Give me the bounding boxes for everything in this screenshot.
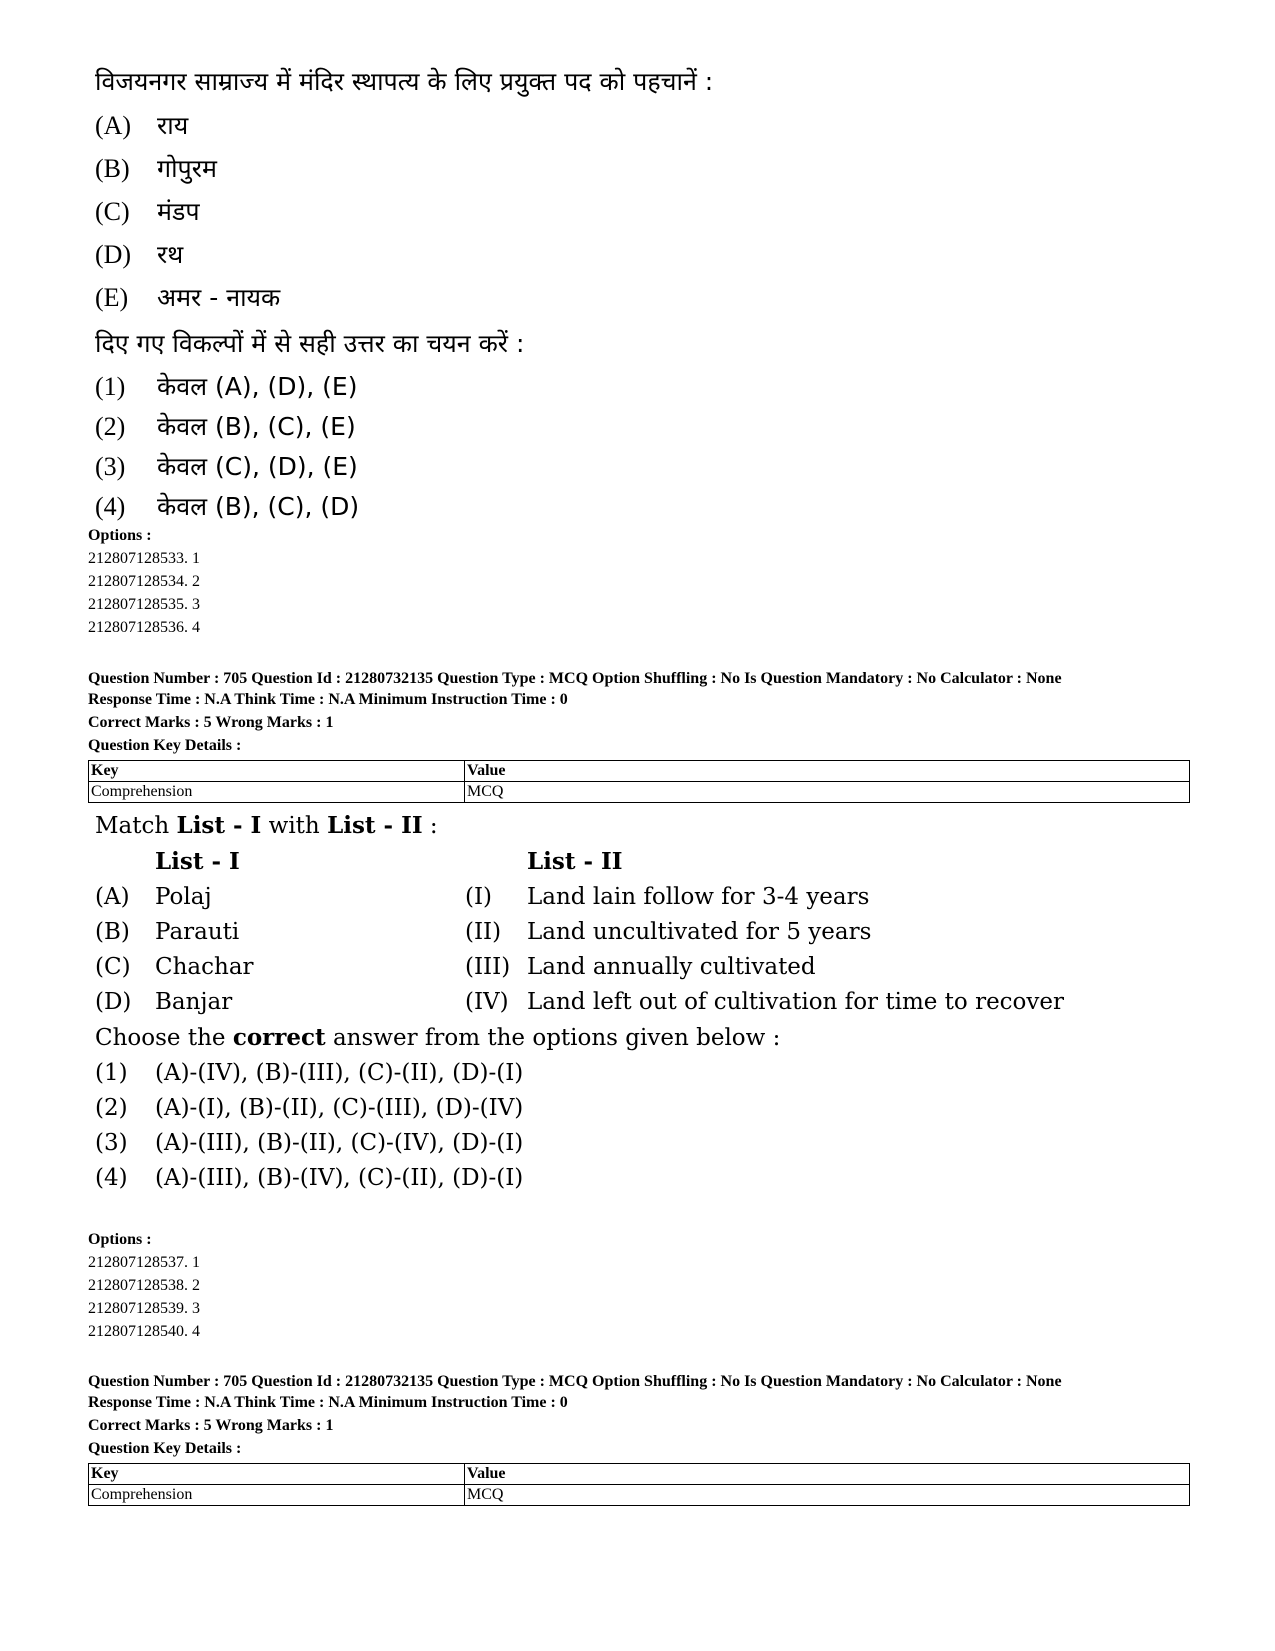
answer-choice	[95, 407, 1095, 447]
value-header: Value	[465, 761, 1190, 782]
option-id: 212807128540. 4	[88, 1323, 200, 1340]
timing-info-line: Response Time : N.A Think Time : N.A Minimum Instruction Time : 0	[88, 1394, 568, 1411]
stem-text: Choose the	[95, 1025, 233, 1051]
options-title: Options :	[88, 527, 152, 544]
option-id: 212807128538. 2	[88, 1277, 200, 1294]
statement-item	[95, 233, 1095, 276]
key-details-title: Question Key Details :	[88, 1440, 242, 1457]
stem-bold: List - II	[327, 812, 423, 839]
row-label: (IV)	[465, 989, 509, 1015]
options-list	[88, 524, 200, 639]
statement-item	[95, 147, 1095, 190]
question-stem	[95, 808, 1145, 844]
choice-text: केवल (C), (D), (E)	[157, 452, 358, 481]
choice-text: (A)-(IV), (B)-(III), (C)-(II), (D)-(I)	[155, 1060, 524, 1086]
option-id: 212807128533. 1	[88, 550, 200, 567]
key-header: Key	[89, 761, 465, 782]
key-cell: Comprehension	[89, 1485, 465, 1506]
choice-text: (A)-(III), (B)-(II), (C)-(IV), (D)-(I)	[155, 1130, 524, 1156]
question-stem: विजयनगर साम्राज्य में मंदिर स्थापत्य के लिए प्रयुक्त पद को पहचानें :	[95, 67, 714, 96]
list1-item: Chachar	[155, 954, 254, 980]
list1-item: Parauti	[155, 919, 240, 945]
marks-info-line: Correct Marks : 5 Wrong Marks : 1	[88, 1417, 334, 1434]
stem-bold: correct	[232, 1024, 326, 1051]
list1-item: Banjar	[155, 989, 233, 1015]
choice-label: (1)	[95, 372, 126, 401]
item-label: (E)	[95, 283, 129, 312]
question-metadata	[88, 668, 1188, 756]
choice-label: (4)	[95, 1165, 128, 1191]
question-match-list	[95, 808, 1145, 1196]
key-cell: Comprehension	[89, 782, 465, 803]
statement-item	[95, 190, 1095, 233]
row-label: (C)	[95, 954, 131, 980]
choice-label: (3)	[95, 452, 126, 481]
stem-bold: List - I	[176, 812, 262, 839]
list2-item: Land left out of cultivation for time to recover	[527, 989, 1065, 1015]
question-info-line: Question Number : 705 Question Id : 21280732135 Question Type : MCQ Option Shuffling : No Is Question Mandatory : No Calculator : None	[88, 670, 1062, 687]
table-row	[89, 782, 1190, 803]
list2-item: Land uncultivated for 5 years	[527, 919, 872, 945]
value-cell: MCQ	[465, 782, 1190, 803]
row-label: (A)	[95, 884, 130, 910]
answer-choice	[95, 367, 1095, 407]
item-label: (A)	[95, 111, 132, 140]
choice-text: केवल (A), (D), (E)	[157, 372, 358, 401]
timing-info-line: Response Time : N.A Think Time : N.A Minimum Instruction Time : 0	[88, 691, 568, 708]
match-row	[95, 880, 1145, 915]
row-label: (D)	[95, 989, 132, 1015]
list2-item: Land annually cultivated	[527, 954, 816, 980]
list2-header: List - II	[527, 848, 623, 875]
stem-text: :	[422, 813, 438, 839]
statement-item	[95, 276, 1095, 319]
answer-choice	[95, 1091, 1145, 1126]
choice-text: (A)-(III), (B)-(IV), (C)-(II), (D)-(I)	[155, 1165, 524, 1191]
marks-info-line: Correct Marks : 5 Wrong Marks : 1	[88, 714, 334, 731]
answer-choice	[95, 1056, 1145, 1091]
list1-item: Polaj	[155, 884, 212, 910]
list2-item: Land lain follow for 3-4 years	[527, 884, 870, 910]
choose-instruction	[95, 1020, 1145, 1056]
choice-text: केवल (B), (C), (E)	[157, 412, 356, 441]
key-details-table	[88, 760, 1190, 803]
statement-item	[95, 104, 1095, 147]
option-id: 212807128535. 3	[88, 596, 200, 613]
stem-text: Match	[95, 813, 177, 839]
key-header: Key	[89, 1464, 465, 1485]
item-text: गोपुरम	[157, 154, 217, 183]
row-label: (I)	[465, 884, 493, 910]
row-label: (B)	[95, 919, 130, 945]
choice-text: (A)-(I), (B)-(II), (C)-(III), (D)-(IV)	[155, 1095, 524, 1121]
stem-text: answer from the options given below :	[325, 1025, 781, 1051]
choice-text: केवल (B), (C), (D)	[157, 492, 360, 521]
table-row	[89, 1485, 1190, 1506]
match-row	[95, 950, 1145, 985]
table-header-row	[89, 761, 1190, 782]
choose-instruction: दिए गए विकल्पों में से सही उत्तर का चयन करें :	[95, 329, 525, 358]
question-metadata	[88, 1371, 1188, 1459]
item-text: रथ	[157, 240, 184, 269]
choice-label: (4)	[95, 492, 126, 521]
options-title: Options :	[88, 1231, 152, 1248]
match-row	[95, 985, 1145, 1020]
value-cell: MCQ	[465, 1485, 1190, 1506]
list1-header: List - I	[155, 848, 240, 875]
option-id: 212807128539. 3	[88, 1300, 200, 1317]
option-id: 212807128534. 2	[88, 573, 200, 590]
question-info-line: Question Number : 705 Question Id : 21280732135 Question Type : MCQ Option Shuffling : No Is Question Mandatory : No Calculator : None	[88, 1373, 1062, 1390]
answer-choice	[95, 1126, 1145, 1161]
answer-choice	[95, 1161, 1145, 1196]
key-details-title: Question Key Details :	[88, 737, 242, 754]
item-text: अमर - नायक	[157, 283, 281, 312]
choice-label: (1)	[95, 1060, 128, 1086]
item-text: राय	[157, 111, 189, 140]
answer-choice	[95, 447, 1095, 487]
options-list	[88, 1228, 200, 1343]
item-label: (C)	[95, 197, 130, 226]
choice-label: (2)	[95, 412, 126, 441]
item-label: (B)	[95, 154, 130, 183]
row-label: (III)	[465, 954, 511, 980]
question-hindi	[95, 60, 1095, 527]
option-id: 212807128537. 1	[88, 1254, 200, 1271]
key-details-table	[88, 1463, 1190, 1506]
choice-label: (3)	[95, 1130, 128, 1156]
choice-label: (2)	[95, 1095, 128, 1121]
option-id: 212807128536. 4	[88, 619, 200, 636]
value-header: Value	[465, 1464, 1190, 1485]
answer-choice	[95, 487, 1095, 527]
item-text: मंडप	[157, 197, 200, 226]
item-label: (D)	[95, 240, 132, 269]
row-label: (II)	[465, 919, 502, 945]
match-row	[95, 915, 1145, 950]
table-header-row	[89, 1464, 1190, 1485]
stem-text: with	[261, 813, 328, 839]
list-headers	[95, 844, 1145, 880]
